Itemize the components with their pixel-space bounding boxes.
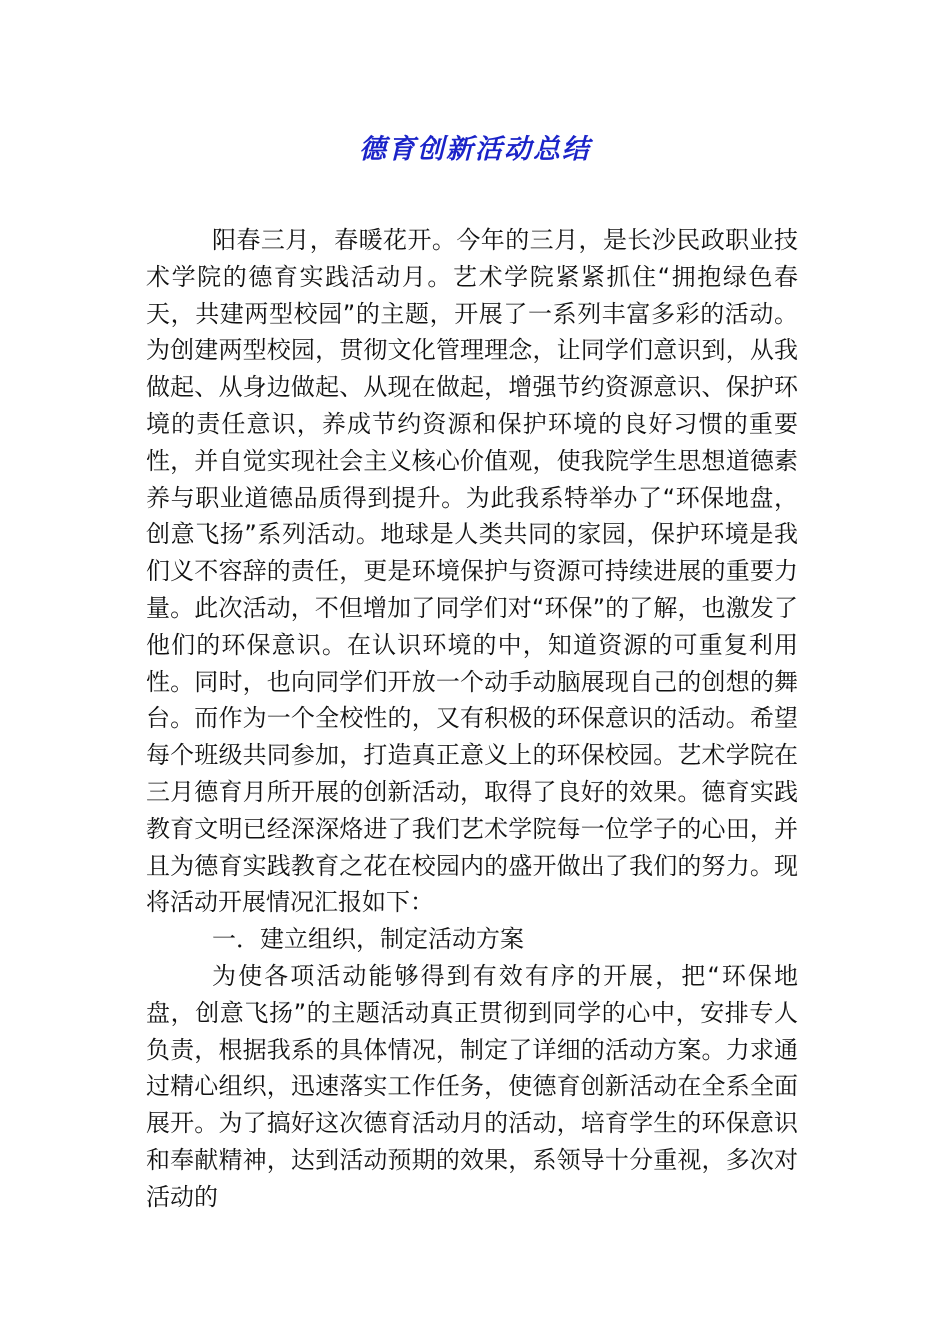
document-title: 德育创新活动总结 — [359, 134, 591, 165]
document-body — [146, 222, 798, 1216]
section-paragraph: 为使各项活动能够得到有效有序的开展，把“环保地盘，创意飞扬”的主题活动真正贯彻到同学的心中，安排专人负责，根据我系的具体情况，制定了详细的活动方案。力求通过精心组织，迅速落实工作任务，使德育创新活动在全系全面展开。为了搞好这次德育活动月的活动，培育学生的环保意识和奉献精神，达到活动预期的效果，系领导十分重视，多次对活动的 — [146, 961, 798, 1211]
intro-paragraph: 阳春三月，春暖花开。今年的三月，是长沙民政职业技术学院的德育实践活动月。艺术学院紧紧抓住“拥抱绿色春天，共建两型校园”的主题，开展了一系列丰富多彩的活动。为创建两型校园，贯彻文化管理理念，让同学们意识到，从我做起、从身边做起、从现在做起，增强节约资源意识、保护环境的责任意识，养成节约资源和保护环境的良好习惯的重要性，并自觉实现社会主义核心价值观，使我院学生思想道德素养与职业道德品质得到提升。为此我系特举办了“环保地盘，创意飞扬”系列活动。地球是人类共同的家园，保护环境是我们义不容辞的责任，更是环境保护与资源可持续进展的重要力量。此次活动，不但增加了同学们对“环保”的了解，也激发了他们的环保意识。在认识环境的中，知道资源的可重复利用性。同时，也向同学们开放一个动手动脑展现自己的创想的舞台。而作为一个全校性的，又有积极的环保意识的活动。希望每个班级共同参加，打造真正意义上的环保校园。艺术学院在三月德育月所开展的创新活动，取得了良好的效果。德育实践教育文明已经深深烙进了我们艺术学院每一位学子的心田，并且为德育实践教育之花在校园内的盛开做出了我们的努力。现将活动开展情况汇报如下： — [146, 226, 798, 917]
section-heading: 一．建立组织，制定活动方案 — [212, 925, 524, 954]
